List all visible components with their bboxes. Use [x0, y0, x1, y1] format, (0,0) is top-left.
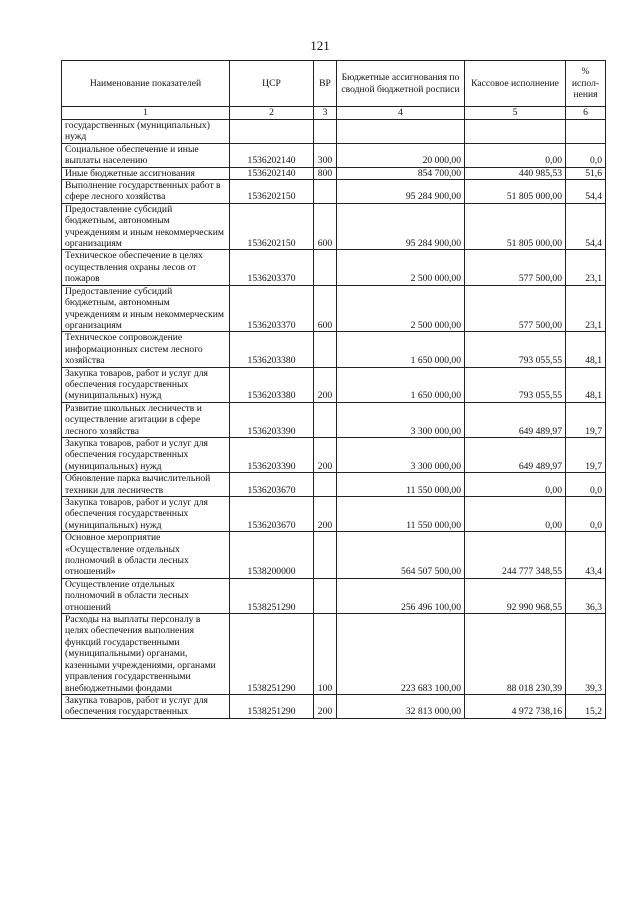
cell-csr: 1538200000: [230, 532, 314, 579]
cell-budget: 11 550 000,00: [337, 497, 465, 532]
table-row: [62, 497, 606, 532]
cell-csr: 1536202140: [230, 143, 314, 167]
header-csr: ЦСР: [230, 61, 314, 107]
cell-pct: 48,1: [566, 332, 606, 367]
cell-vr: 200: [314, 497, 337, 532]
cell-csr: 1538251290: [230, 614, 314, 695]
cell-name: Выполнение государственных работ в сфере лесного хозяйства: [62, 180, 230, 204]
cell-budget: 3 300 000,00: [337, 402, 465, 437]
cell-budget: 11 550 000,00: [337, 473, 465, 497]
cell-name: Техническое обеспечение в целях осуществления охраны лесов от пожаров: [62, 250, 230, 285]
cell-vr: 600: [314, 203, 337, 250]
cell-cash: 244 777 348,55: [465, 532, 566, 579]
cell-name: Закупка товаров, работ и услуг для обеспечения государственных (муниципальных) нужд: [62, 497, 230, 532]
cell-cash: 793 055,55: [465, 332, 566, 367]
cell-csr: 1536203370: [230, 285, 314, 332]
cell-pct: 23,1: [566, 285, 606, 332]
cell-budget: 3 300 000,00: [337, 437, 465, 472]
cell-vr: [314, 578, 337, 613]
cell-pct: 23,1: [566, 250, 606, 285]
cell-vr: 200: [314, 437, 337, 472]
cell-pct: 51,6: [566, 167, 606, 179]
column-number: 2: [230, 107, 314, 120]
cell-pct: 54,4: [566, 203, 606, 250]
cell-pct: 48,1: [566, 367, 606, 402]
cell-csr: [230, 120, 314, 144]
cell-pct: [566, 120, 606, 144]
table-row: [62, 694, 606, 718]
cell-csr: 1538251290: [230, 694, 314, 718]
column-number: 5: [465, 107, 566, 120]
cell-budget: 1 650 000,00: [337, 367, 465, 402]
table-row: [62, 614, 606, 695]
header-pct: % испол-нения: [566, 61, 606, 107]
cell-csr: 1538251290: [230, 578, 314, 613]
cell-cash: [465, 120, 566, 144]
cell-budget: 1 650 000,00: [337, 332, 465, 367]
cell-name: Расходы на выплаты персоналу в целях обеспечения выполнения функций государственными (муниципальными) органами, казенными учреждениями, органами управления государственными внебюджетными фондами: [62, 614, 230, 695]
cell-name: Социальное обеспечение и иные выплаты населению: [62, 143, 230, 167]
cell-pct: 0,0: [566, 473, 606, 497]
cell-name: Предоставление субсидий бюджетным, автономным учреждениям и иным некоммерческим организациям: [62, 203, 230, 250]
cell-budget: 20 000,00: [337, 143, 465, 167]
column-number: 1: [62, 107, 230, 120]
table-body: [62, 120, 606, 719]
cell-cash: 793 055,55: [465, 367, 566, 402]
table-row: [62, 332, 606, 367]
cell-cash: 88 018 230,39: [465, 614, 566, 695]
cell-csr: 1536203390: [230, 437, 314, 472]
table-row: [62, 250, 606, 285]
cell-vr: [314, 120, 337, 144]
table-row: [62, 532, 606, 579]
cell-vr: [314, 332, 337, 367]
cell-vr: [314, 250, 337, 285]
column-number: 4: [337, 107, 465, 120]
table-row: [62, 120, 606, 144]
cell-cash: 649 489,97: [465, 402, 566, 437]
cell-pct: 39,3: [566, 614, 606, 695]
cell-cash: 577 500,00: [465, 250, 566, 285]
cell-csr: 1536202150: [230, 180, 314, 204]
header-budget: Бюджетные ассигнования по сводной бюджетной росписи: [337, 61, 465, 107]
cell-budget: 564 507 500,00: [337, 532, 465, 579]
table-row: [62, 437, 606, 472]
cell-name: Предоставление субсидий бюджетным, автономным учреждениям и иным некоммерческим организациям: [62, 285, 230, 332]
cell-budget: [337, 120, 465, 144]
header-vr: ВР: [314, 61, 337, 107]
table-row: [62, 167, 606, 179]
cell-name: Иные бюджетные ассигнования: [62, 167, 230, 179]
cell-name: государственных (муниципальных) нужд: [62, 120, 230, 144]
cell-pct: 54,4: [566, 180, 606, 204]
cell-vr: 200: [314, 367, 337, 402]
cell-budget: 32 813 000,00: [337, 694, 465, 718]
column-number-row: [62, 107, 606, 120]
cell-csr: 1536203370: [230, 250, 314, 285]
cell-cash: 4 972 738,16: [465, 694, 566, 718]
table-header-row: [62, 61, 606, 107]
cell-name: Техническое сопровождение информационных систем лесного хозяйства: [62, 332, 230, 367]
cell-pct: 36,3: [566, 578, 606, 613]
cell-vr: 300: [314, 143, 337, 167]
cell-cash: 92 990 968,55: [465, 578, 566, 613]
cell-budget: 256 496 100,00: [337, 578, 465, 613]
cell-cash: 0,00: [465, 497, 566, 532]
budget-execution-table: [61, 60, 606, 719]
cell-pct: 0,0: [566, 143, 606, 167]
header-cash: Кассовое исполнение: [465, 61, 566, 107]
cell-name: Развитие школьных лесничеств и осуществление агитации в сфере лесного хозяйства: [62, 402, 230, 437]
page-number: 121: [310, 38, 330, 53]
cell-csr: 1536203380: [230, 332, 314, 367]
cell-csr: 1536203380: [230, 367, 314, 402]
cell-cash: 649 489,97: [465, 437, 566, 472]
cell-cash: 51 805 000,00: [465, 203, 566, 250]
cell-budget: 95 284 900,00: [337, 203, 465, 250]
cell-cash: 0,00: [465, 473, 566, 497]
cell-vr: 800: [314, 167, 337, 179]
cell-cash: 0,00: [465, 143, 566, 167]
table-row: [62, 402, 606, 437]
cell-budget: 2 500 000,00: [337, 285, 465, 332]
header-name: Наименование показателей: [62, 61, 230, 107]
cell-csr: 1536202150: [230, 203, 314, 250]
cell-name: Обновление парка вычислительной техники для лесничеств: [62, 473, 230, 497]
cell-budget: 95 284 900,00: [337, 180, 465, 204]
cell-csr: 1536203670: [230, 497, 314, 532]
cell-name: Осуществление отдельных полномочий в области лесных отношений: [62, 578, 230, 613]
cell-pct: 19,7: [566, 437, 606, 472]
table-row: [62, 578, 606, 613]
cell-name: Закупка товаров, работ и услуг для обеспечения государственных (муниципальных) нужд: [62, 437, 230, 472]
table-row: [62, 473, 606, 497]
cell-csr: 1536203670: [230, 473, 314, 497]
column-number: 6: [566, 107, 606, 120]
cell-name: Основное мероприятие «Осуществление отдельных полномочий в области лесных отношений»: [62, 532, 230, 579]
cell-csr: 1536203390: [230, 402, 314, 437]
cell-csr: 1536202140: [230, 167, 314, 179]
cell-budget: 223 683 100,00: [337, 614, 465, 695]
cell-vr: [314, 180, 337, 204]
table-row: [62, 285, 606, 332]
table-row: [62, 367, 606, 402]
table-row: [62, 203, 606, 250]
cell-pct: 43,4: [566, 532, 606, 579]
cell-vr: [314, 402, 337, 437]
cell-vr: 200: [314, 694, 337, 718]
cell-cash: 577 500,00: [465, 285, 566, 332]
table-row: [62, 180, 606, 204]
cell-cash: 51 805 000,00: [465, 180, 566, 204]
cell-name: Закупка товаров, работ и услуг для обеспечения государственных (муниципальных) нужд: [62, 367, 230, 402]
cell-vr: 600: [314, 285, 337, 332]
cell-pct: 0,0: [566, 497, 606, 532]
table-row: [62, 143, 606, 167]
cell-pct: 19,7: [566, 402, 606, 437]
cell-vr: 100: [314, 614, 337, 695]
cell-vr: [314, 532, 337, 579]
cell-budget: 854 700,00: [337, 167, 465, 179]
cell-budget: 2 500 000,00: [337, 250, 465, 285]
cell-name: Закупка товаров, работ и услуг для обеспечения государственных: [62, 694, 230, 718]
cell-pct: 15,2: [566, 694, 606, 718]
cell-vr: [314, 473, 337, 497]
column-number: 3: [314, 107, 337, 120]
cell-cash: 440 985,53: [465, 167, 566, 179]
